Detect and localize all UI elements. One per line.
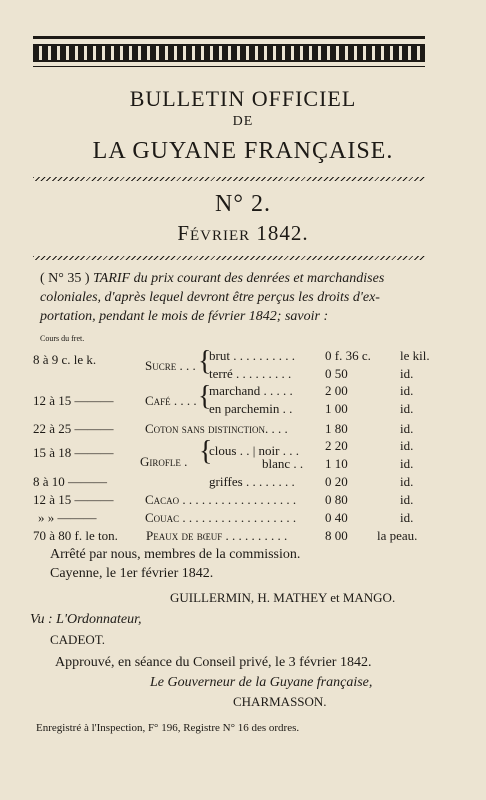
article-tarif: TARIF — [93, 271, 131, 286]
masthead-line1: BULLETIN OFFICIEL — [129, 86, 357, 111]
row-price: 2 20 — [325, 438, 348, 453]
row-freight: 15 à 18 ——— — [33, 445, 114, 460]
row-unit: id. — [400, 366, 414, 381]
row-price: 1 80 — [325, 421, 348, 436]
top-rule — [33, 36, 425, 39]
row-price: 0 f. 36 c. — [325, 348, 371, 363]
vu-ordonnateur: Vu : L'Ordonnateur, — [30, 612, 142, 627]
article-intro-1: du prix courant des denrées et marchandises — [130, 271, 385, 286]
row-price: 2 00 — [325, 383, 348, 398]
row-product: Couac . . . . . . . . . . . . . . . . . . — [145, 510, 297, 525]
brace-symbol: { — [198, 346, 212, 377]
article-intro-line3: portation, pendant le mois de février 1842; savoir : — [40, 309, 329, 324]
issue-date: Février 1842. — [177, 221, 309, 245]
approuve-line: Approuvé, en séance du Conseil privé, le 3 février 1842. — [55, 655, 372, 670]
row-product: Cacao . . . . . . . . . . . . . . . . . . — [145, 492, 297, 507]
row-price: 8 00 — [325, 528, 348, 543]
article-intro-line2: coloniales, d'après lequel devront être perçus les droits d'ex- — [40, 290, 380, 305]
row-freight: 70 à 80 f. le ton. — [33, 528, 118, 543]
issue-number: N° 2. — [215, 191, 271, 217]
row-unit: id. — [400, 438, 414, 453]
row-unit: id. — [400, 401, 414, 416]
row-variety: griffes . . . . . . . . — [209, 474, 295, 489]
row-variety: terré . . . . . . . . . — [209, 366, 292, 381]
row-price: 1 00 — [325, 401, 348, 416]
arrete-line: Arrêté par nous, membres de la commission. — [50, 547, 301, 562]
row-variety: marchand . . . . . — [209, 383, 293, 398]
row-unit: id. — [400, 492, 414, 507]
row-unit: id. — [400, 456, 414, 471]
signatories: GUILLERMIN, H. MATHEY et MANGO. — [170, 590, 396, 605]
row-product: Sucre . . . — [145, 358, 196, 373]
masthead-line3: LA GUYANE FRANÇAISE. — [92, 138, 394, 164]
row-unit: la peau. — [377, 528, 418, 543]
row-unit: id. — [400, 383, 414, 398]
article-ref: ( N° 35 ) — [40, 271, 90, 286]
masthead-line2: DE — [232, 114, 254, 129]
brace-symbol: { — [198, 381, 212, 412]
row-unit: id. — [400, 474, 414, 489]
row-variety: blanc . . — [262, 456, 304, 471]
charmasson: CHARMASSON. — [233, 694, 327, 709]
row-product: Café . . . . — [145, 393, 197, 408]
wavy-rule-1 — [33, 177, 425, 181]
row-unit: id. — [400, 510, 414, 525]
row-price: 0 20 — [325, 474, 348, 489]
row-price: 0 50 — [325, 366, 348, 381]
article-intro-line1 — [40, 271, 384, 287]
row-price: 0 40 — [325, 510, 348, 525]
row-unit: id. — [400, 421, 414, 436]
ornamental-border — [33, 44, 425, 62]
wavy-rule-2 — [33, 256, 425, 260]
row-freight: 8 à 10 ——— — [33, 474, 108, 489]
row-unit: le kil. — [400, 348, 430, 363]
row-variety: en parchemin . . — [209, 401, 293, 416]
row-freight: 22 à 25 ——— — [33, 421, 114, 436]
cours-label: Cours du fret. — [40, 334, 85, 343]
row-freight: 12 à 15 ——— — [33, 492, 114, 507]
row-freight: 8 à 9 c. le k. — [33, 352, 97, 367]
row-variety: brut . . . . . . . . . . — [209, 348, 295, 363]
cayenne-line: Cayenne, le 1er février 1842. — [50, 566, 214, 581]
cadeot: CADEOT. — [50, 632, 106, 647]
gouverneur-line: Le Gouverneur de la Guyane française, — [150, 675, 373, 690]
brace-symbol: { — [199, 436, 213, 467]
row-product: Coton sans distinction. . . . — [145, 421, 288, 436]
thin-rule — [33, 66, 425, 67]
row-product: Girofle . — [140, 454, 188, 469]
row-price: 0 80 — [325, 492, 348, 507]
enregistre-line: Enregistré à l'Inspection, F° 196, Registre N° 16 des ordres. — [36, 722, 300, 734]
row-variety: clous . . | noir . . . — [209, 443, 299, 458]
row-price: 1 10 — [325, 456, 348, 471]
row-product: Peaux de bœuf . . . . . . . . . . — [146, 528, 288, 543]
row-freight: » » ——— — [38, 510, 97, 525]
row-freight: 12 à 15 ——— — [33, 393, 114, 408]
